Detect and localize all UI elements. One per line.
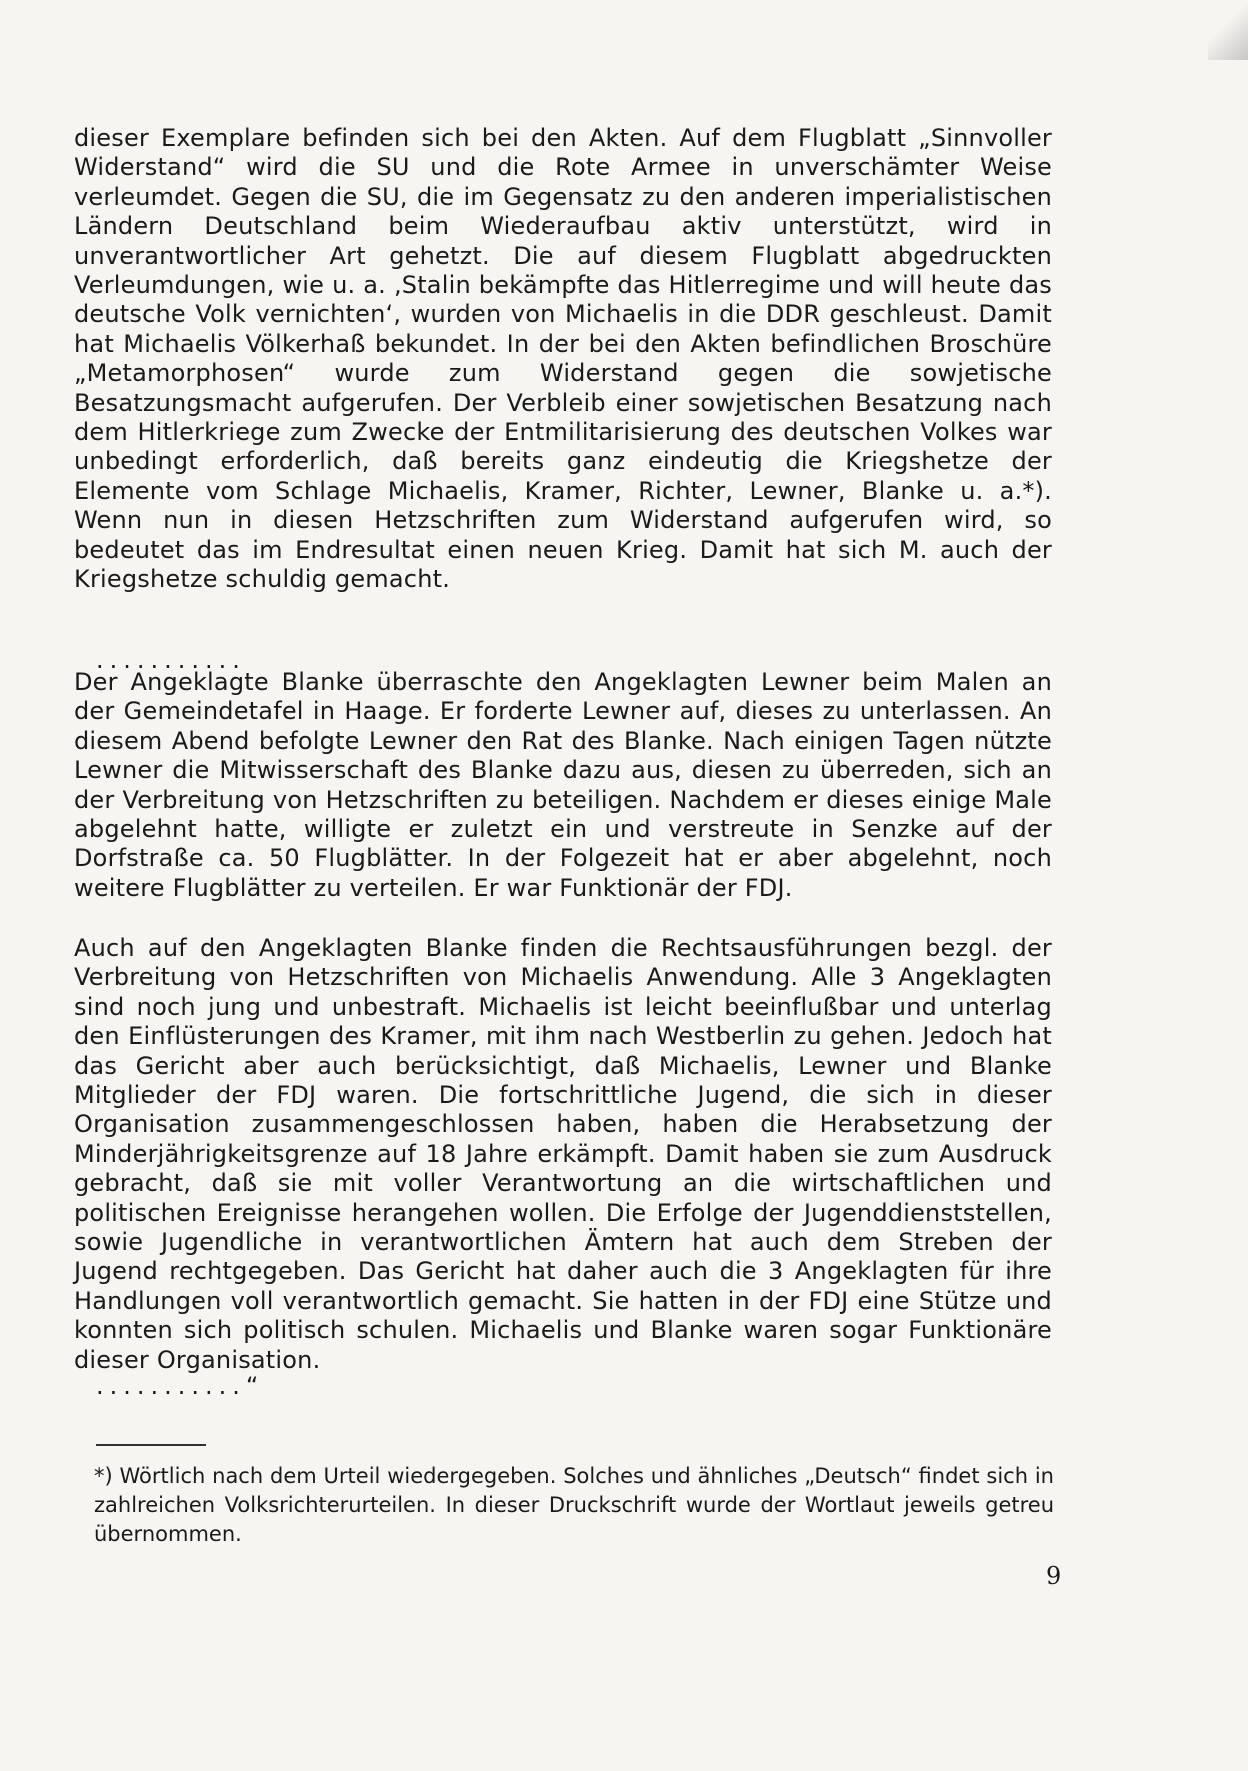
ellipsis-separator-1: ........... <box>96 646 246 674</box>
paragraph-3: Auch auf den Angeklagten Blanke finden die Rechtsausführungen bezgl. der Verbreitung von Hetzschriften von Michaelis Anwendung. Alle 3 Angeklagten sind noch jung und unbestraft. Michaelis ist leicht beeinflußbar und unterlag den Einflüsterungen des Kramer, mit ihm nach Westberlin zu gehen. Jedoch hat das Gericht aber auch berücksichtigt, daß Michaelis, Lewner und Blanke Mitglieder der FDJ waren. Die fortschrittliche Jugend, die sich in dieser Organisation zusammengeschlossen haben, haben die Herabsetzung der Minderjährigkeitsgrenze auf 18 Jahre erkämpft. Damit haben sie zum Ausdruck gebracht, daß sie mit voller Verantwortung an die wirtschaftlichen und politischen Ereignisse herangehen wollen. Die Erfolge der Jugenddienststellen, sowie Jugendliche in verantwortlichen Ämtern hat auch dem Streben der Jugend rechtgegeben. Das Gericht hat daher auch die 3 Angeklagten für ihre Handlungen voll verantwortlich gemacht. Sie hatten in der FDJ eine Stütze und konnten sich politisch schulen. Michaelis und Blanke waren sogar Funktionäre dieser Organisation. <box>74 934 1052 1374</box>
paragraph-2: Der Angeklagte Blanke überraschte den Angeklagten Lewner beim Malen an der Gemeindetafel in Haage. Er forderte Lewner auf, dieses zu unterlassen. An diesem Abend befolgte Lewner den Rat des Blanke. Nach einigen Tagen nützte Lewner die Mitwisserschaft des Blanke dazu aus, diesen zu überreden, sich an der Verbreitung von Hetzschriften zu beteiligen. Nachdem er dieses einige Male abgelehnt hatte, willigte er zuletzt ein und verstreute in Senzke auf der Dorfstraße ca. 50 Flugblätter. In der Folgezeit hat er aber abgelehnt, noch weitere Flugblätter zu verteilen. Er war Funktionär der FDJ. <box>74 668 1052 902</box>
page-number: 9 <box>1046 1562 1062 1590</box>
scan-corner-shadow <box>1208 0 1248 60</box>
footnote: *) Wörtlich nach dem Urteil wiedergegeben. Solches und ähnliches „Deutsch“ findet sich in zahlreichen Volksrichterurteilen. In dieser Druckschrift wurde der Wortlaut jeweils getreu übernommen. <box>94 1464 1054 1546</box>
footnote-rule <box>96 1444 206 1446</box>
paragraph-1: dieser Exemplare befinden sich bei den Akten. Auf dem Flugblatt „Sinnvoller Widerstand“ wird die SU und die Rote Armee in unverschämter Weise verleumdet. Gegen die SU, die im Gegensatz zu den anderen imperialistischen Ländern Deutschland beim Wiederaufbau aktiv unterstützt, wird in unverantwortlicher Art gehetzt. Die auf diesem Flugblatt abgedruckten Verleumdungen, wie u. a. ‚Stalin bekämpfte das Hitlerregime und will heute das deutsche Volk vernichten‘, wurden von Michaelis in die DDR geschleust. Damit hat Michaelis Völkerhaß bekundet. In der bei den Akten befindlichen Broschüre „Metamorphosen“ wurde zum Widerstand gegen die sowjetische Besatzungsmacht aufgerufen. Der Verbleib einer sowjetischen Besatzung nach dem Hitlerkriege zum Zwecke der Entmilitarisierung des deutschen Volkes war unbedingt erforderlich, daß bereits ganz eindeutig die Kriegshetze der Elemente vom Schlage Michaelis, Kramer, Richter, Lewner, Blanke u. a.*). Wenn nun in diesen Hetzschriften zum Widerstand aufgerufen wird, so bedeutet das im Endresultat einen neuen Krieg. Damit hat sich M. auch der Kriegshetze schuldig gemacht. <box>74 124 1052 594</box>
ellipsis-separator-2: ...........“ <box>96 1372 265 1400</box>
